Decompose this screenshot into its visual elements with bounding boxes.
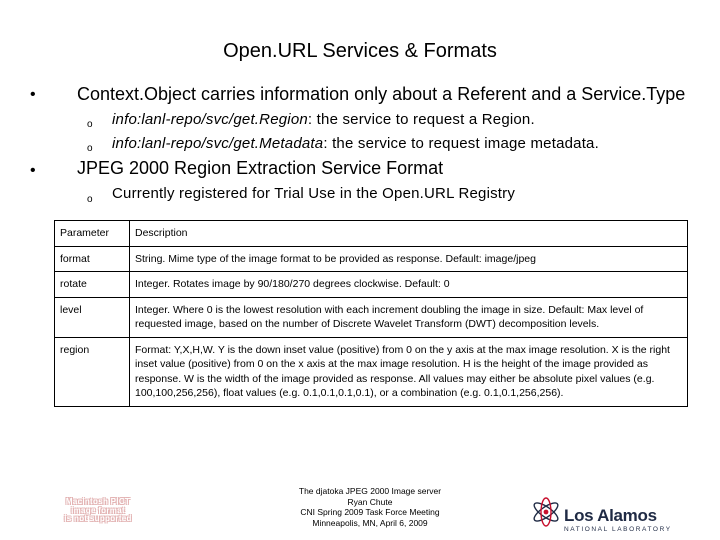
param-name: rotate bbox=[55, 272, 130, 298]
parameters-table bbox=[54, 220, 688, 407]
slide-title: Open.URL Services & Formats bbox=[223, 40, 497, 62]
param-description: Integer. Where 0 is the lowest resolution with each increment doubling the image in size. Default: Max level of requested image, based on the number of Discrete Wavelet Transform (DWT) decomposition levels. bbox=[130, 297, 688, 337]
sub-bullet-registry: Currently registered for Trial Use in the Open.URL Registry bbox=[112, 185, 516, 202]
atom-logo-icon bbox=[530, 488, 566, 532]
header-parameter: Parameter bbox=[55, 221, 130, 247]
los-alamos-logo bbox=[530, 484, 690, 534]
sub-bullet-mark: o bbox=[87, 119, 93, 130]
sub-bullet-get-region: info:lanl-repo/svc/get.Region: the service to request a Region. bbox=[112, 111, 535, 128]
footer-credits bbox=[250, 486, 490, 528]
header-description: Description bbox=[130, 221, 688, 247]
pict-notice-line: image format bbox=[71, 505, 125, 515]
footer-line: Ryan Chute bbox=[347, 496, 393, 507]
bullet-dot: • bbox=[30, 162, 36, 179]
table-row bbox=[55, 246, 688, 272]
pict-unsupported-notice bbox=[50, 498, 146, 524]
bullet-context-object: Context.Object carries information only about a Referent and a Service.Type bbox=[77, 84, 686, 104]
table-row bbox=[55, 272, 688, 298]
sub-bullet-mark: o bbox=[87, 143, 93, 154]
footer-line: CNI Spring 2009 Task Force Meeting bbox=[300, 507, 440, 517]
bullet-dot: • bbox=[30, 86, 36, 103]
param-name: level bbox=[55, 297, 130, 337]
footer-line: Minneapolis, MN, April 6, 2009 bbox=[312, 517, 428, 528]
table-header-row bbox=[55, 221, 688, 247]
pict-notice-line: is not supported bbox=[64, 514, 132, 523]
logo-wordmark: Los Alamos bbox=[564, 506, 657, 525]
param-description: Integer. Rotates image by 90/180/270 degrees clockwise. Default: 0 bbox=[130, 272, 688, 298]
bullet-jpeg2000-format: JPEG 2000 Region Extraction Service Format bbox=[77, 158, 444, 178]
param-name: region bbox=[55, 337, 130, 406]
table-row bbox=[55, 297, 688, 337]
logo-subtitle: NATIONAL LABORATORY bbox=[564, 526, 672, 533]
table-row bbox=[55, 337, 688, 406]
pict-notice-line: Macintosh PICT bbox=[65, 497, 131, 506]
param-description: String. Mime type of the image format to be provided as response. Default: image/jpeg bbox=[130, 246, 688, 272]
sub-bullet-mark: o bbox=[87, 194, 93, 205]
footer-line: The djatoka JPEG 2000 Image server bbox=[298, 486, 442, 496]
param-name: format bbox=[55, 246, 130, 272]
sub-bullet-get-metadata: info:lanl-repo/svc/get.Metadata: the service to request image metadata. bbox=[112, 135, 599, 152]
param-description: Format: Y,X,H,W. Y is the down inset value (positive) from 0 on the y axis at the max image resolution. X is the right inset value (positive) from 0 on the x axis at the max image resolution. H is the height of the image provided as response. W is the width of the image provided as response. All values may either be absolute pixel values (e.g. 100,100,256,256), float values (e.g. 0.1,0.1,0.1,0.1), or a combination (e.g. 0.1,0.1,256,256). bbox=[130, 337, 688, 406]
